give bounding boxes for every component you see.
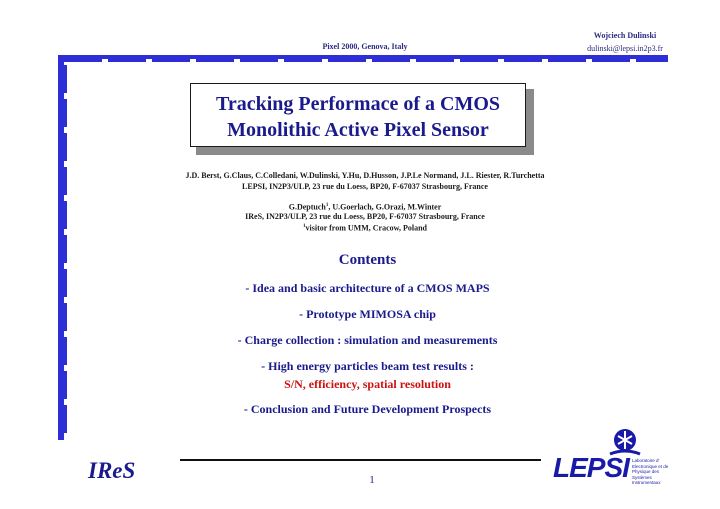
- bottom-rule: [180, 459, 541, 461]
- contents-item: - Conclusion and Future Development Prospects: [243, 402, 492, 416]
- authors-rest: , U.Goerlach, G.Orazi, M.Winter: [328, 202, 442, 212]
- conference-label: Pixel 2000, Genova, Italy: [322, 42, 408, 51]
- contents-heading: Contents: [338, 252, 397, 268]
- footnote-text: visitor from UMM, Cracow, Poland: [305, 223, 427, 233]
- title-line-1: Tracking Performace of a CMOS: [216, 93, 500, 115]
- contents-item: - High energy particles beam test results :: [261, 359, 474, 373]
- author-deptuch: G.Deptuch: [288, 202, 326, 212]
- footnote-marker: 1: [325, 203, 329, 208]
- affiliation-lepsi: LEPSI, IN2P3/ULP, 23 rue du Loess, BP20, F-67037 Strasbourg, France: [242, 182, 488, 191]
- contents-item: - Prototype MIMOSA chip: [299, 307, 436, 321]
- author-email: dulinski@lepsi.in2p3.fr: [587, 44, 663, 53]
- contents-item: - Charge collection : simulation and measurements: [237, 333, 498, 347]
- footnote: [100, 221, 630, 234]
- authors-line-1: J.D. Berst, G.Claus, C.Colledani, W.Dulinski, Y.Hu, D.Husson, J.P.Le Normand, J.L. Riester, R.Turchetta: [185, 171, 545, 180]
- contents-item: - Idea and basic architecture of a CMOS MAPS: [245, 281, 490, 295]
- slide-title: [190, 83, 526, 147]
- lepsi-description: Laboratoire d' Electronique et de Physique des Systèmes Instrumentaux: [632, 458, 669, 485]
- left-tick-marks: [64, 65, 70, 440]
- ires-logo: IReS: [88, 458, 136, 483]
- title-line-2: Monolithic Active Pixel Sensor: [227, 119, 489, 141]
- top-tick-marks: [64, 59, 668, 65]
- footnote-marker: 1: [303, 224, 306, 229]
- page-number: 1: [369, 474, 375, 486]
- affiliation-ires: IReS, IN2P3/ULP, 23 rue du Loess, BP20, F-67037 Strasbourg, France: [245, 212, 485, 221]
- author-name: Wojciech Dulinski: [593, 31, 657, 40]
- contents-item-highlight: S/N, efficiency, spatial resolution: [284, 377, 451, 391]
- lepsi-logo: LEPSI: [553, 452, 629, 483]
